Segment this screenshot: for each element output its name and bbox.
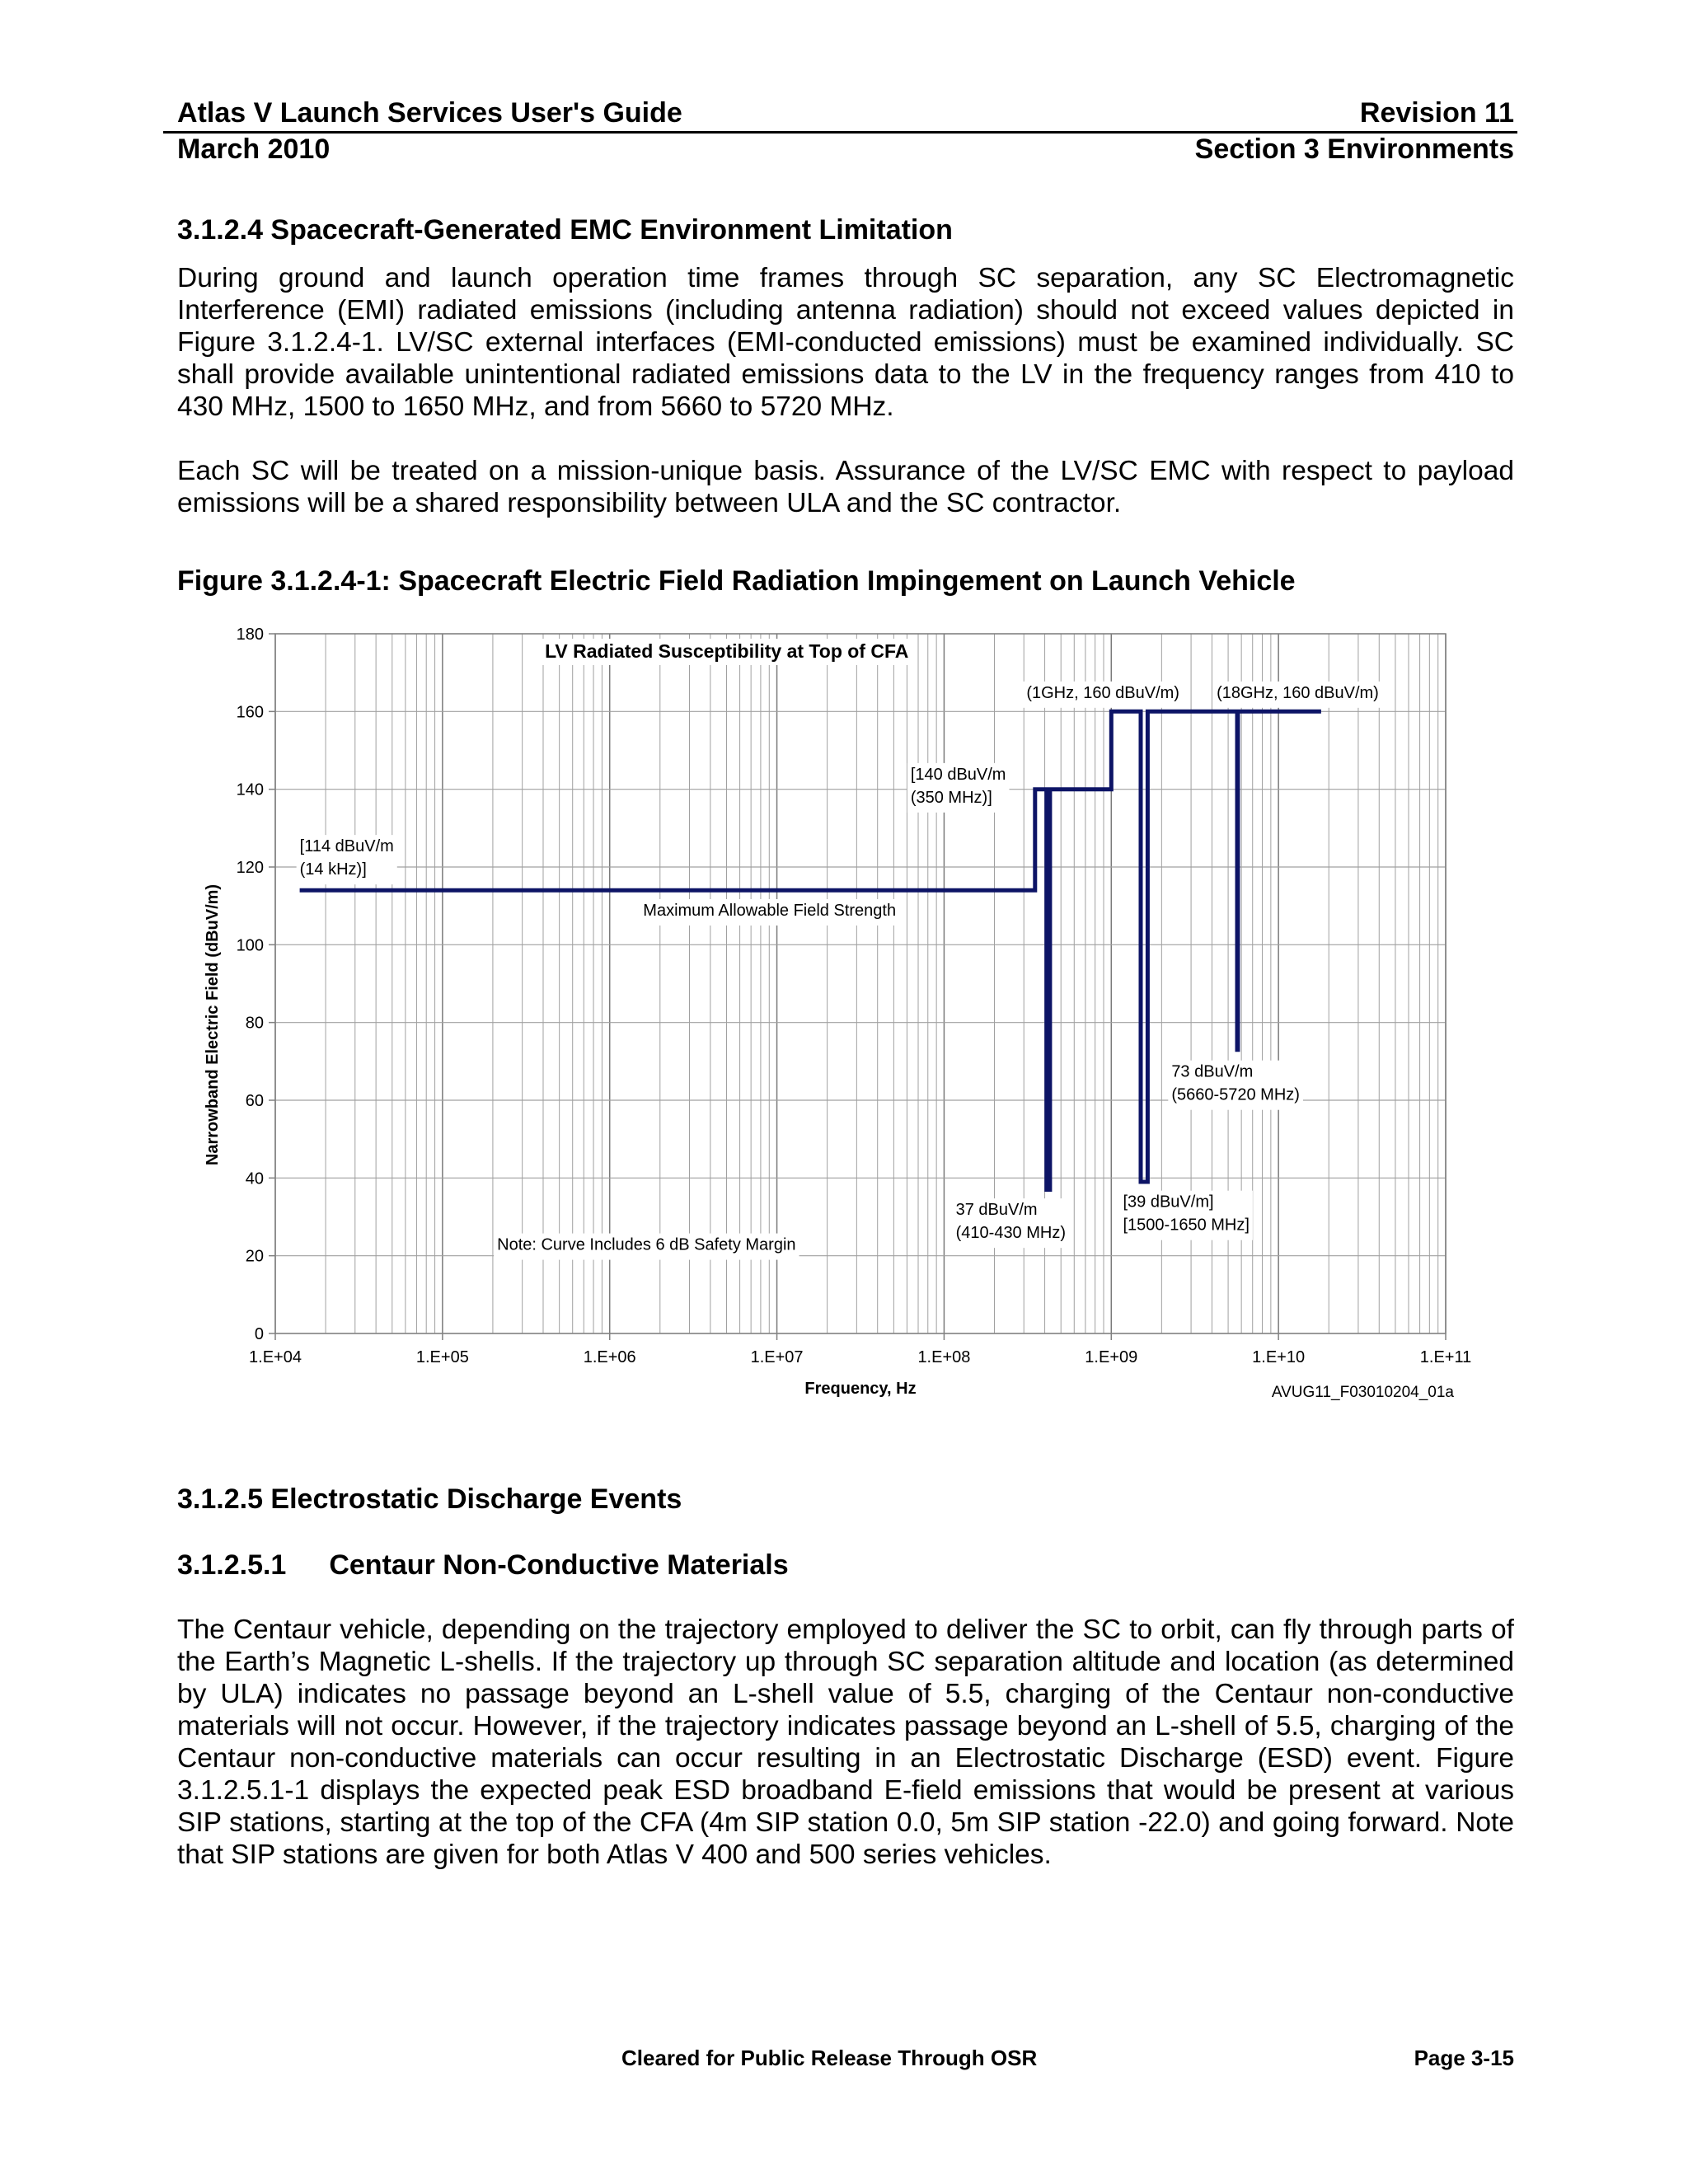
annotation-350mhz-text: [140 dBuV/m <box>910 765 1006 784</box>
annotation-18ghz-text: (18GHz, 160 dBuV/m) <box>1217 683 1379 702</box>
annotation-5660mhz-text: 73 dBuV/m <box>1171 1062 1254 1081</box>
annotation-max-field-text: Maximum Allowable Field Strength <box>643 901 897 920</box>
subsection-number: 3.1.2.5.1 <box>177 1549 287 1581</box>
annotation-1500mhz <box>1119 1191 1252 1240</box>
heading-3124: 3.1.2.4 Spacecraft-Generated EMC Environment Limitation <box>177 214 953 246</box>
x-tick-label: 1.E+08 <box>917 1348 971 1366</box>
annotation-1500mhz-text: [39 dBuV/m] <box>1123 1193 1214 1212</box>
x-axis-label: Frequency, Hz <box>804 1380 917 1398</box>
x-tick-label: 1.E+11 <box>1419 1348 1472 1366</box>
chart-title <box>542 639 912 665</box>
y-tick-label: 60 <box>245 1092 264 1110</box>
heading-3125: 3.1.2.5 Electrostatic Discharge Events <box>177 1483 682 1515</box>
plot-frame <box>275 634 1446 1333</box>
figure-id: AVUG11_F03010204_01a <box>1271 1384 1454 1401</box>
paragraph-3124-1: During ground and launch operation time frames through SC separation, any SC Electromagnetic Interference (EMI) radiated emissions (including antenna radiation) should not exceed values depicted in Figure 3.1.2.4-1. LV/SC external interfaces (EMI-conducted emissions) must be examined individually. SC shall provide available unintentional radiated emissions data to the LV in the frequency ranges from 410 to 430 MHz, 1500 to 1650 MHz, and from 5660 to 5720 MHz. <box>177 263 1514 422</box>
annotation-410mhz <box>953 1198 1069 1248</box>
annotation-note <box>494 1234 799 1260</box>
x-tick-label: 1.E+05 <box>415 1348 469 1366</box>
annotation-note-text: Note: Curve Includes 6 dB Safety Margin <box>497 1235 796 1254</box>
annotation-5660mhz <box>1168 1061 1303 1110</box>
y-tick-label: 80 <box>245 1014 264 1033</box>
annotation-350mhz-text: (350 MHz)] <box>910 788 992 807</box>
annotation-max-field <box>640 899 899 926</box>
annotation-1ghz <box>1023 682 1183 708</box>
annotation-410mhz-text: (410-430 MHz) <box>955 1224 1067 1243</box>
x-tick-label: 1.E+06 <box>583 1348 636 1366</box>
paragraph-3124-2: Each SC will be treated on a mission-unique basis. Assurance of the LV/SC EMC with respect to payload emissions will be a shared responsibility between ULA and the SC contractor. <box>177 456 1514 518</box>
subsection-title: Centaur Non-Conductive Materials <box>329 1549 789 1581</box>
y-tick-label: 120 <box>236 859 264 877</box>
revision: Revision 11 <box>1359 97 1514 129</box>
chart-title-text: LV Radiated Susceptibility at Top of CFA <box>545 640 909 662</box>
doc-title: Atlas V Launch Services User's Guide <box>177 97 682 129</box>
y-tick-label: 180 <box>236 626 264 644</box>
field-strength-curve <box>300 711 1321 1189</box>
y-tick-label: 40 <box>245 1169 264 1188</box>
annotation-14khz-text: (14 kHz)] <box>299 860 367 879</box>
y-tick-label: 100 <box>236 936 264 955</box>
x-tick-label: 1.E+09 <box>1085 1348 1138 1366</box>
y-tick-label: 160 <box>236 703 264 722</box>
y-tick-label: 20 <box>245 1247 264 1266</box>
y-tick-label: 140 <box>236 780 264 799</box>
heading-31251 <box>177 1549 789 1582</box>
section-name: Section 3 Environments <box>1194 134 1514 165</box>
annotation-14khz-text: [114 dBuV/m <box>299 837 394 856</box>
footer-release: Cleared for Public Release Through OSR <box>621 2046 1038 2070</box>
annotation-410mhz-text: 37 dBuV/m <box>955 1201 1038 1220</box>
doc-date: March 2010 <box>177 134 331 165</box>
x-tick-label: 1.E+07 <box>750 1348 804 1366</box>
paragraph-3125: The Centaur vehicle, depending on the trajectory employed to deliver the SC to orbit, can fly through parts of the Earth’s Magnetic L-shells. If the trajectory up through SC separation altitude and location (as determined by ULA) indicates no passage beyond an L-shell value of 5.5, charging of the Centaur non-conductive materials will not occur. However, if the trajectory indicates passage beyond an L-shell of 5.5, charging of the Centaur non-conductive materials can occur resulting in an Electrostatic Discharge (ESD) event. Figure 3.1.2.5.1-1 displays the expected peak ESD broadband E-field emissions that would be present at various SIP stations, starting at the top of the CFA (4m SIP station 0.0, 5m SIP station -22.0) and going forward. Note that SIP stations are given for both Atlas V 400 and 500 series vehicles. <box>177 1615 1514 1870</box>
annotation-1500mhz-text: [1500-1650 MHz] <box>1123 1216 1250 1235</box>
y-axis-label: Narrowband Electric Field (dBuV/m) <box>204 883 222 1166</box>
footer-page: Page 3-15 <box>1414 2046 1514 2070</box>
annotation-350mhz <box>907 763 1010 813</box>
annotation-1ghz-text: (1GHz, 160 dBuV/m) <box>1026 683 1179 702</box>
emc-chart <box>190 622 1508 1413</box>
annotation-18ghz <box>1213 682 1382 708</box>
figure-title: Figure 3.1.2.4-1: Spacecraft Electric Field Radiation Impingement on Launch Vehicle <box>177 565 1296 597</box>
x-tick-label: 1.E+10 <box>1252 1348 1306 1366</box>
x-tick-label: 1.E+04 <box>249 1348 302 1366</box>
annotation-5660mhz-text: (5660-5720 MHz) <box>1171 1085 1300 1104</box>
y-tick-label: 0 <box>254 1325 264 1343</box>
annotation-14khz <box>297 835 397 884</box>
